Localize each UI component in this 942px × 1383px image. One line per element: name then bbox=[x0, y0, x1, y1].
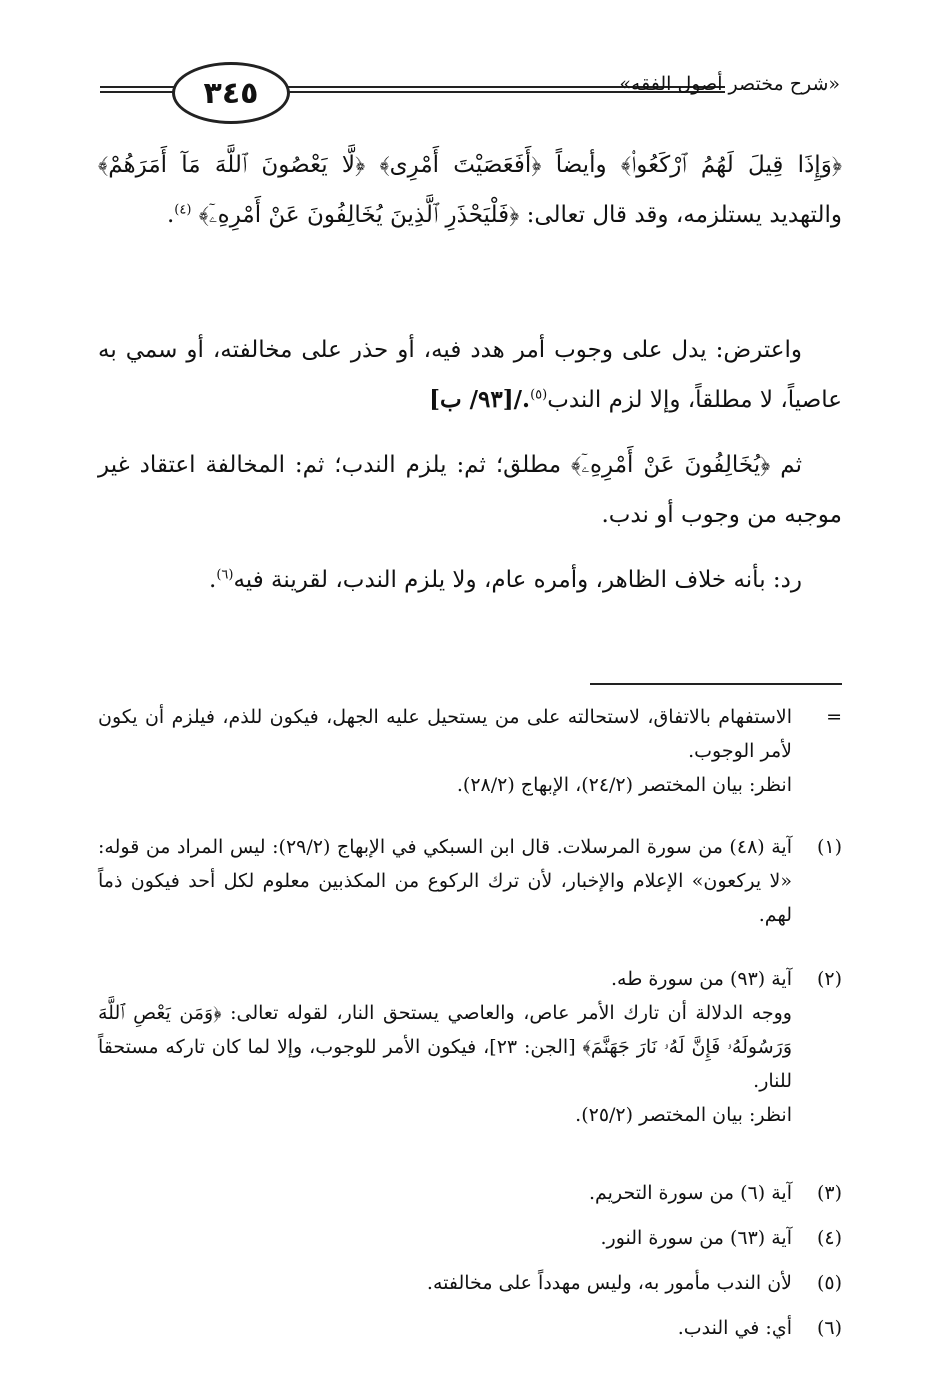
footnote-3 bbox=[98, 1176, 842, 1210]
footnote-ref: (٥) bbox=[530, 387, 548, 403]
footnote-ref-line: انظر: بيان المختصر (٢٤/٢)، الإبهاج (٢٨/٢). bbox=[456, 774, 792, 796]
paragraph-text: ﴿وَإِذَا قِيلَ لَهُمُ ٱرْكَعُوا۟﴾ وأيضاً ﴿أَفَعَصَيْتَ أَمْرِى﴾ ﴿لَّا يَعْصُونَ ٱللَّهَ مَآ أَمَرَهُمْ﴾ والتهديد يستلزمه، وقد قال تعالى: ﴿فَلْيَحْذَرِ ٱلَّذِينَ يُخَالِفُونَ عَنْ أَمْرِهِۦٓ﴾ bbox=[98, 152, 842, 228]
footnote-marker: (٢) bbox=[816, 968, 842, 990]
footnote-text: آية (٦) من سورة التحريم. bbox=[589, 1182, 792, 1204]
book-title: «شرح مختصر أصول الفقه» bbox=[619, 73, 840, 95]
footnote-marker: (٦) bbox=[816, 1317, 842, 1339]
main-text bbox=[98, 325, 842, 425]
paragraph-verses: ﴿وَإِذَا قِيلَ لَهُمُ ٱرْكَعُوا۟﴾ وأيضاً ﴿أَفَعَصَيْتَ أَمْرِى﴾ ﴿لَّا يَعْصُونَ ٱللَّهَ مَآ أَمَرَهُمْ﴾ والتهديد يستلزمه، وقد قال تعالى: ﴿فَلْيَحْذَرِ ٱلَّذِينَ يُخَالِفُونَ عَنْ أَمْرِهِۦٓ﴾ $^{(٤)}$. bbox=[98, 152, 842, 228]
manuscript-folio: ./[٩٣/ ب] bbox=[429, 386, 531, 413]
page-number: ٣٤٥ bbox=[203, 75, 259, 111]
footnote-marker: (١) bbox=[816, 836, 842, 858]
continuation-marker: = bbox=[826, 706, 842, 728]
footnote-4 bbox=[98, 1221, 842, 1255]
footnote-ref: (٤) bbox=[174, 202, 192, 218]
footnote-ref: (٦) bbox=[216, 567, 234, 583]
paragraph-reply bbox=[98, 555, 842, 605]
footnote-1 bbox=[98, 830, 842, 932]
footnote-text: آية (٩٣) من سورة طه. bbox=[610, 968, 792, 990]
main-text bbox=[98, 555, 842, 605]
footnote-2 bbox=[98, 962, 842, 1132]
footnote-divider bbox=[590, 683, 842, 685]
paragraph-then: ثم ﴿يُخَالِفُونَ عَنْ أَمْرِهِۦٓ﴾ مطلق؛ ثم: يلزم الندب؛ ثم: المخالفة اعتقاد غير موجبه من وجوب أو ندب. bbox=[98, 452, 842, 528]
footnote-marker: (٣) bbox=[816, 1182, 842, 1204]
main-text bbox=[98, 440, 842, 540]
footnote-6 bbox=[98, 1311, 842, 1345]
footnote-marker: (٥) bbox=[816, 1272, 842, 1294]
footnote-marker: (٤) bbox=[816, 1227, 842, 1249]
paragraph-text: رد: بأنه خلاف الظاهر، وأمره عام، ولا يلزم الندب، لقرينة فيه bbox=[233, 567, 802, 593]
footnote-continued bbox=[98, 700, 842, 802]
page-header bbox=[100, 58, 840, 128]
footnote-5 bbox=[98, 1266, 842, 1300]
page-number-frame bbox=[172, 62, 290, 124]
footnote-text: لأن الندب مأمور به، وليس مهدداً على مخالفته. bbox=[426, 1272, 792, 1294]
footnote-text: آية (٤٨) من سورة المرسلات. قال ابن السبكي في الإبهاج (٢٩/٢): ليس المراد من قوله: «لا يركعون» الإعلام والإخبار، لأن ترك الركوع من المكذبين معلوم لكل أحد فيكون ذماً لهم. bbox=[98, 836, 792, 926]
footnote-text: آية (٦٣) من سورة النور. bbox=[600, 1227, 792, 1249]
footnote-explanation: ووجه الدلالة أن تارك الأمر عاص، والعاصي يستحق النار، لقوله تعالى: ﴿وَمَن يَعْصِ ٱللَّهَ وَرَسُولَهُۥ فَإِنَّ لَهُۥ نَارَ جَهَنَّمَ﴾ [الجن: ٢٣]، فيكون الأمر للوجوب، وإلا لما كان تاركه مستحقاً للنار. bbox=[98, 1002, 792, 1092]
footnote-text: أي: في الندب. bbox=[677, 1317, 792, 1339]
paragraph-objection bbox=[98, 325, 842, 425]
footnote-ref-line: انظر: بيان المختصر (٢٥/٢). bbox=[575, 1104, 792, 1126]
paragraph-text: . bbox=[209, 567, 217, 593]
footnote-text: الاستفهام بالاتفاق، لاستحالته على من يستحيل عليه الجهل، فيكون للذم، فيلزم أن يكون لأمر الوجوب. bbox=[98, 706, 792, 762]
paragraph-text: واعترض: يدل على وجوب أمر هدد فيه، أو حذر على مخالفته، أو سمي به عاصياً، لا مطلقاً، وإلا لزم الندب bbox=[98, 337, 842, 413]
main-text bbox=[98, 140, 842, 240]
